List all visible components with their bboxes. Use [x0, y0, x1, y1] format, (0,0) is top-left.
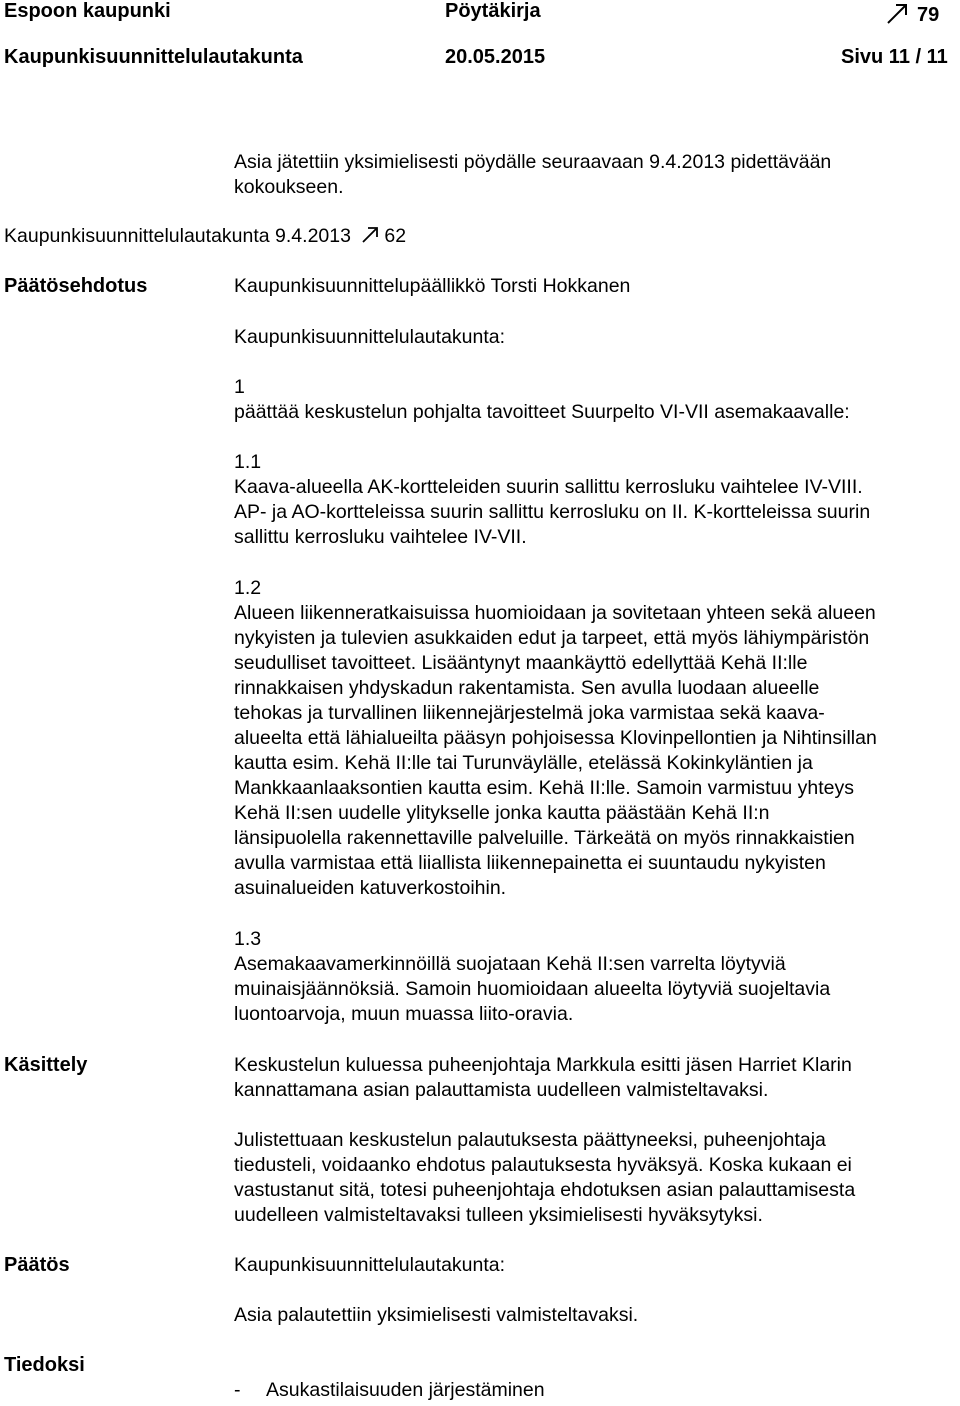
proposal-label: Päätösehdotus — [4, 275, 148, 297]
handling-paragraph-1: Keskustelun kuluessa puheenjohtaja Markkula esitti jäsen Harriet Klarin kannattamana asian palauttamista uudelleen valmisteltavaksi. — [234, 1054, 852, 1101]
subitem-1-1: 1.1 Kaava-alueella AK-kortteleiden suurin sallittu kerrosluku vaihtelee IV-VIII. AP- ja AO-kortteleissa suurin sallittu kerrosluku on II. K-kortteleissa suurin sallittu kerrosluku vaihtelee IV-VII. — [234, 450, 956, 550]
org-name: Espoon kaupunki — [4, 0, 171, 22]
list-item: - Asukastilaisuuden järjestäminen — [234, 1379, 545, 1401]
reference-arrow-icon — [360, 223, 380, 245]
proposal-committee: Kaupunkisuunnittelulautakunta: — [234, 326, 506, 348]
subitem-number: 1.3 — [234, 928, 262, 950]
section-arrow-icon — [885, 0, 911, 26]
subitem-number: 1.2 — [234, 577, 262, 599]
proposal-item-1 — [234, 375, 956, 425]
info-label: Tiedoksi — [4, 1354, 85, 1376]
intro-line: Asia jätettiin yksimielisesti pöydälle seuraavaan 9.4.2013 pidettävään — [234, 151, 832, 173]
item-text: päättää keskustelun pohjalta tavoitteet Suurpelto VI-VII asemakaavalle: — [234, 401, 850, 423]
info-list — [234, 1378, 956, 1403]
committee-name: Kaupunkisuunnittelulautakunta — [4, 46, 303, 68]
subitem-number: 1.1 — [234, 451, 262, 473]
meeting-date: 20.05.2015 — [445, 46, 546, 68]
section-number: 79 — [885, 0, 939, 27]
decision-label: Päätös — [4, 1254, 70, 1276]
decision-text: Asia palautettiin yksimielisesti valmisteltavaksi. — [234, 1304, 639, 1326]
handling-label: Käsittely — [4, 1054, 88, 1076]
intro-line: kokoukseen. — [234, 176, 344, 198]
item-number: 1 — [234, 376, 245, 398]
handling-paragraph-2: Julistettuaan keskustelun palautuksesta päättyneeksi, puheenjohtaja tiedusteli, voidaanko ehdotus palautuksesta hyväksyä. Koska kukaan ei vastustanut sitä, totesi puheenjohtaja ehdotuksen asian palauttamisesta uudelleen valmisteltavaksi tulleen yksimielisesti hyväksytyksi. — [234, 1129, 856, 1226]
bullet: - — [234, 1379, 241, 1401]
subitem-1-2: 1.2 Alueen liikenneratkaisuissa huomioidaan ja sovitetaan yhteen sekä alueen nykyisten ja tulevien asukkaiden edut ja tarpeet, että myös lähiympäristön seudulliset tavoitteet. Lisääntynyt maankäyttö edellyttää Kehä II:lle rinnakkaisen yhdyskadun rakentamista. Sen avulla luodaan alueelle tehokas ja turvallinen liikennejärjestelmä joka varmistaa sekä kaava- alueelta että lähialueilta pääsyn pohjoisessa Klovinpellontien ja Nihtinsillan kautta esim. Kehä II:lle tai Turunväylälle, etelässä Kokinkyläntien ja Mankkaanlaaksontien kautta esim. Kehä II:lle. Samoin varmistuu yhteys Kehä II:sen uudelle ylitykselle jonka kautta päästään Kehä II:n länsipuolella rakennettaville palveluille. Tärkeätä on myös rinnakkaistien avulla varmistaa että liiallista liikennepainetta ei suuntaudu nykyisten asuinalueiden katuverkostoihin. — [234, 576, 956, 901]
doc-type: Pöytäkirja — [445, 0, 541, 22]
subitem-1-3: 1.3 Asemakaavamerkinnöillä suojataan Kehä II:sen varrelta löytyviä muinaisjäännöksiä. Samoin huomioidaan alueelta löytyviä suojeltavia luontoarvoja, muun muassa liito-oravia. — [234, 927, 956, 1027]
page-number: Sivu 11 / 11 — [841, 46, 948, 68]
intro-paragraph — [234, 150, 956, 200]
proposal-presenter: Kaupunkisuunnittelupäällikkö Torsti Hokkanen — [234, 275, 631, 297]
decision-committee: Kaupunkisuunnittelulautakunta: — [234, 1254, 506, 1276]
meeting-reference: Kaupunkisuunnittelulautakunta 9.4.2013 62 — [4, 225, 407, 247]
